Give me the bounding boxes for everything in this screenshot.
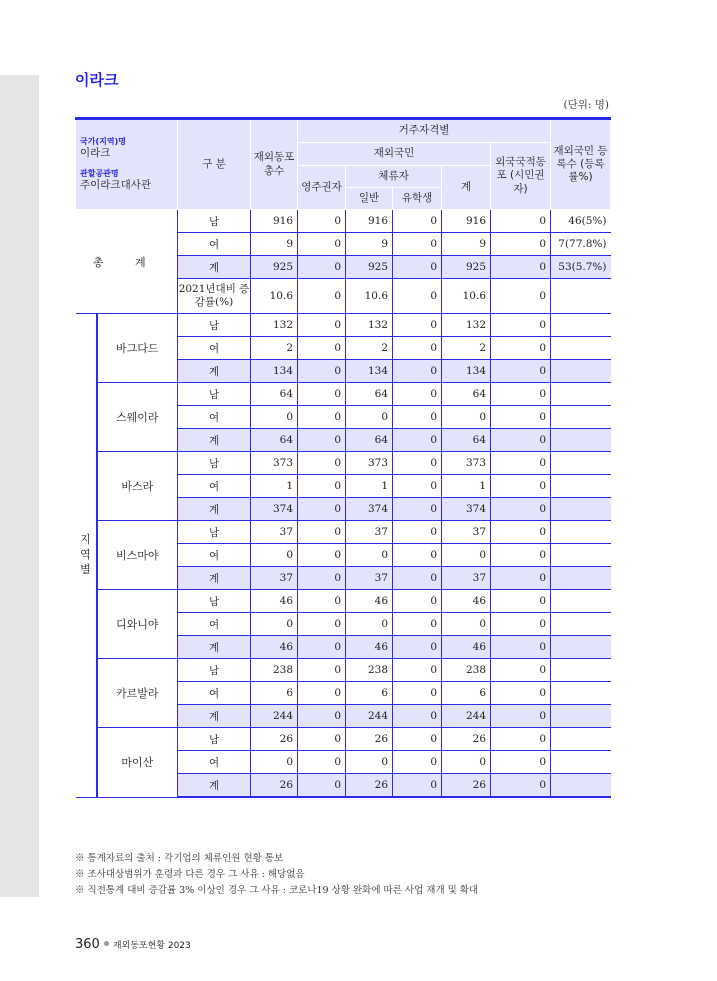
note-source: ※ 통계자료의 출처 : 각기업의 체류인원 현황 통보 bbox=[75, 853, 284, 864]
page-margin-bar bbox=[0, 75, 39, 897]
row-label: 여 bbox=[178, 682, 251, 705]
cell-permanent: 0 bbox=[298, 233, 346, 256]
cell-registered: 46(5%) bbox=[551, 210, 611, 233]
cell-total: 46 bbox=[251, 590, 298, 613]
row-label: 여 bbox=[178, 337, 251, 360]
cell-general: 64 bbox=[346, 429, 393, 452]
cell-foreign: 0 bbox=[491, 406, 551, 429]
cell-total: 2 bbox=[251, 337, 298, 360]
cell-general: 374 bbox=[346, 498, 393, 521]
region-name: 디와니야 bbox=[97, 590, 178, 659]
cell-registered bbox=[551, 774, 611, 798]
row-label: 계 bbox=[178, 705, 251, 728]
cell-subtotal: 916 bbox=[442, 210, 491, 233]
cell-subtotal: 0 bbox=[442, 613, 491, 636]
cell-permanent: 0 bbox=[298, 337, 346, 360]
cell-permanent: 0 bbox=[298, 210, 346, 233]
table-row bbox=[76, 210, 611, 233]
header-sojourners: 체류자 bbox=[346, 166, 442, 188]
header-subtotal: 계 bbox=[442, 166, 491, 210]
cell-subtotal: 925 bbox=[442, 256, 491, 279]
cell-foreign: 0 bbox=[491, 682, 551, 705]
cell-general: 244 bbox=[346, 705, 393, 728]
cell-students: 0 bbox=[393, 383, 442, 406]
cell-foreign: 0 bbox=[491, 705, 551, 728]
page-footer bbox=[75, 937, 191, 952]
cell-total: 134 bbox=[251, 360, 298, 383]
header-total-compatriots: 재외동포 총수 bbox=[251, 119, 298, 210]
cell-total: 238 bbox=[251, 659, 298, 682]
cell-registered bbox=[551, 360, 611, 383]
cell-general: 0 bbox=[346, 406, 393, 429]
cell-subtotal: 238 bbox=[442, 659, 491, 682]
table-row bbox=[76, 383, 611, 406]
cell-general: 2 bbox=[346, 337, 393, 360]
row-label: 남 bbox=[178, 590, 251, 613]
cell-students: 0 bbox=[393, 544, 442, 567]
cell-foreign: 0 bbox=[491, 728, 551, 751]
cell-foreign: 0 bbox=[491, 210, 551, 233]
cell-permanent: 0 bbox=[298, 544, 346, 567]
cell-students: 0 bbox=[393, 279, 442, 314]
cell-foreign: 0 bbox=[491, 613, 551, 636]
cell-general: 373 bbox=[346, 452, 393, 475]
cell-registered bbox=[551, 705, 611, 728]
cell-total: 373 bbox=[251, 452, 298, 475]
regional-label-char: 별 bbox=[80, 562, 91, 576]
table-body bbox=[76, 210, 611, 798]
cell-students: 0 bbox=[393, 210, 442, 233]
cell-general: 238 bbox=[346, 659, 393, 682]
cell-foreign: 0 bbox=[491, 233, 551, 256]
cell-subtotal: 0 bbox=[442, 406, 491, 429]
cell-subtotal: 244 bbox=[442, 705, 491, 728]
cell-permanent: 0 bbox=[298, 279, 346, 314]
cell-permanent: 0 bbox=[298, 636, 346, 659]
cell-foreign: 0 bbox=[491, 498, 551, 521]
cell-total: 925 bbox=[251, 256, 298, 279]
cell-general: 26 bbox=[346, 774, 393, 798]
cell-foreign: 0 bbox=[491, 544, 551, 567]
row-label: 계 bbox=[178, 567, 251, 590]
cell-registered: 53(5.7%) bbox=[551, 256, 611, 279]
cell-registered bbox=[551, 406, 611, 429]
cell-total: 0 bbox=[251, 613, 298, 636]
cell-registered bbox=[551, 314, 611, 337]
cell-registered bbox=[551, 613, 611, 636]
row-label: 계 bbox=[178, 498, 251, 521]
cell-students: 0 bbox=[393, 360, 442, 383]
cell-foreign: 0 bbox=[491, 521, 551, 544]
cell-subtotal: 6 bbox=[442, 682, 491, 705]
cell-foreign: 0 bbox=[491, 452, 551, 475]
region-name: 바그다드 bbox=[97, 314, 178, 383]
page-number: 360 bbox=[75, 937, 100, 952]
cell-subtotal: 64 bbox=[442, 429, 491, 452]
region-name: 마이산 bbox=[97, 728, 178, 798]
cell-registered bbox=[551, 682, 611, 705]
cell-subtotal: 9 bbox=[442, 233, 491, 256]
table-row bbox=[76, 314, 611, 337]
cell-subtotal: 374 bbox=[442, 498, 491, 521]
cell-total: 37 bbox=[251, 521, 298, 544]
cell-permanent: 0 bbox=[298, 360, 346, 383]
header-overseas-nationals: 재외국민 bbox=[298, 143, 491, 166]
header-foreign-nationals: 외국국적동포 (시민권자) bbox=[491, 143, 551, 210]
row-label: 2021년대비 증감률(%) bbox=[178, 279, 251, 314]
cell-registered bbox=[551, 659, 611, 682]
cell-permanent: 0 bbox=[298, 314, 346, 337]
row-label: 계 bbox=[178, 256, 251, 279]
cell-foreign: 0 bbox=[491, 774, 551, 798]
cell-foreign: 0 bbox=[491, 751, 551, 774]
cell-general: 6 bbox=[346, 682, 393, 705]
row-label: 여 bbox=[178, 751, 251, 774]
note-scope: ※ 조사대상범위가 훈령과 다른 경우 그 사유 : 해당없음 bbox=[75, 869, 305, 880]
cell-subtotal: 134 bbox=[442, 360, 491, 383]
cell-registered bbox=[551, 544, 611, 567]
cell-subtotal: 46 bbox=[442, 636, 491, 659]
cell-permanent: 0 bbox=[298, 705, 346, 728]
cell-total: 64 bbox=[251, 383, 298, 406]
cell-permanent: 0 bbox=[298, 498, 346, 521]
cell-students: 0 bbox=[393, 337, 442, 360]
regional-label-char: 지 bbox=[80, 532, 91, 546]
unit-label: (단위: 명) bbox=[563, 99, 609, 111]
row-label: 여 bbox=[178, 475, 251, 498]
cell-subtotal: 2 bbox=[442, 337, 491, 360]
cell-students: 0 bbox=[393, 498, 442, 521]
cell-general: 46 bbox=[346, 636, 393, 659]
cell-registered bbox=[551, 636, 611, 659]
cell-students: 0 bbox=[393, 613, 442, 636]
cell-subtotal: 0 bbox=[442, 544, 491, 567]
region-name: 스웨이라 bbox=[97, 383, 178, 452]
table-row bbox=[76, 452, 611, 475]
row-label: 계 bbox=[178, 636, 251, 659]
cell-foreign: 0 bbox=[491, 475, 551, 498]
cell-students: 0 bbox=[393, 233, 442, 256]
cell-subtotal: 46 bbox=[442, 590, 491, 613]
row-label: 남 bbox=[178, 452, 251, 475]
row-label: 남 bbox=[178, 210, 251, 233]
cell-total: 26 bbox=[251, 728, 298, 751]
cell-total: 0 bbox=[251, 544, 298, 567]
cell-subtotal: 1 bbox=[442, 475, 491, 498]
cell-permanent: 0 bbox=[298, 521, 346, 544]
cell-total: 374 bbox=[251, 498, 298, 521]
cell-total: 6 bbox=[251, 682, 298, 705]
cell-subtotal: 0 bbox=[442, 751, 491, 774]
cell-general: 925 bbox=[346, 256, 393, 279]
cell-permanent: 0 bbox=[298, 751, 346, 774]
table-row bbox=[76, 521, 611, 544]
cell-general: 26 bbox=[346, 728, 393, 751]
cell-permanent: 0 bbox=[298, 429, 346, 452]
statistics-table bbox=[75, 117, 611, 798]
cell-permanent: 0 bbox=[298, 452, 346, 475]
cell-registered bbox=[551, 452, 611, 475]
cell-permanent: 0 bbox=[298, 659, 346, 682]
header-permanent: 영주권자 bbox=[298, 166, 346, 210]
cell-general: 0 bbox=[346, 613, 393, 636]
cell-subtotal: 10.6 bbox=[442, 279, 491, 314]
cell-permanent: 0 bbox=[298, 567, 346, 590]
cell-total: 64 bbox=[251, 429, 298, 452]
cell-registered bbox=[551, 751, 611, 774]
cell-foreign: 0 bbox=[491, 590, 551, 613]
cell-total: 1 bbox=[251, 475, 298, 498]
row-label: 남 bbox=[178, 383, 251, 406]
cell-students: 0 bbox=[393, 452, 442, 475]
cell-students: 0 bbox=[393, 475, 442, 498]
cell-students: 0 bbox=[393, 406, 442, 429]
bullet-icon bbox=[104, 941, 109, 946]
cell-students: 0 bbox=[393, 659, 442, 682]
cell-registered bbox=[551, 567, 611, 590]
cell-registered bbox=[551, 521, 611, 544]
table-header bbox=[76, 119, 611, 210]
cell-subtotal: 373 bbox=[442, 452, 491, 475]
cell-foreign: 0 bbox=[491, 314, 551, 337]
cell-registered bbox=[551, 728, 611, 751]
header-registered: 재외국민 등록수 (등록률%) bbox=[551, 119, 611, 210]
cell-subtotal: 37 bbox=[442, 521, 491, 544]
cell-students: 0 bbox=[393, 682, 442, 705]
cell-subtotal: 26 bbox=[442, 774, 491, 798]
row-label: 여 bbox=[178, 613, 251, 636]
cell-registered bbox=[551, 279, 611, 314]
regional-label bbox=[76, 314, 97, 798]
cell-subtotal: 64 bbox=[442, 383, 491, 406]
cell-general: 0 bbox=[346, 751, 393, 774]
cell-general: 37 bbox=[346, 521, 393, 544]
table-row bbox=[76, 659, 611, 682]
cell-students: 0 bbox=[393, 590, 442, 613]
cell-total: 37 bbox=[251, 567, 298, 590]
row-label: 계 bbox=[178, 429, 251, 452]
cell-general: 46 bbox=[346, 590, 393, 613]
cell-subtotal: 26 bbox=[442, 728, 491, 751]
row-label: 여 bbox=[178, 544, 251, 567]
cell-permanent: 0 bbox=[298, 475, 346, 498]
mission-label: 관할공관명 bbox=[80, 169, 119, 178]
cell-students: 0 bbox=[393, 521, 442, 544]
cell-total: 10.6 bbox=[251, 279, 298, 314]
page-title: 이라크 bbox=[75, 71, 119, 89]
cell-students: 0 bbox=[393, 567, 442, 590]
mission-value: 주이라크대사관 bbox=[80, 179, 152, 191]
cell-foreign: 0 bbox=[491, 256, 551, 279]
cell-general: 134 bbox=[346, 360, 393, 383]
cell-permanent: 0 bbox=[298, 406, 346, 429]
country-value: 이라크 bbox=[80, 146, 111, 159]
cell-general: 132 bbox=[346, 314, 393, 337]
cell-permanent: 0 bbox=[298, 590, 346, 613]
cell-students: 0 bbox=[393, 314, 442, 337]
cell-subtotal: 132 bbox=[442, 314, 491, 337]
row-label: 남 bbox=[178, 314, 251, 337]
row-label: 계 bbox=[178, 360, 251, 383]
row-label: 남 bbox=[178, 659, 251, 682]
table-row bbox=[76, 728, 611, 751]
cell-registered bbox=[551, 337, 611, 360]
cell-permanent: 0 bbox=[298, 613, 346, 636]
cell-total: 9 bbox=[251, 233, 298, 256]
cell-total: 916 bbox=[251, 210, 298, 233]
note-change: ※ 직전통계 대비 증감률 3% 이상인 경우 그 사유 : 코로나19 상황 완화에 따른 사업 재개 및 확대 bbox=[75, 885, 479, 896]
region-name: 바스라 bbox=[97, 452, 178, 521]
cell-students: 0 bbox=[393, 728, 442, 751]
cell-total: 0 bbox=[251, 406, 298, 429]
publication-name: 재외동포현황 2023 bbox=[112, 941, 191, 951]
region-name: 카르발라 bbox=[97, 659, 178, 728]
row-label: 여 bbox=[178, 233, 251, 256]
cell-subtotal: 37 bbox=[442, 567, 491, 590]
cell-general: 10.6 bbox=[346, 279, 393, 314]
header-general: 일반 bbox=[346, 188, 393, 210]
cell-students: 0 bbox=[393, 751, 442, 774]
cell-foreign: 0 bbox=[491, 337, 551, 360]
cell-students: 0 bbox=[393, 705, 442, 728]
row-label: 여 bbox=[178, 406, 251, 429]
cell-general: 9 bbox=[346, 233, 393, 256]
cell-registered: 7(77.8%) bbox=[551, 233, 611, 256]
cell-total: 26 bbox=[251, 774, 298, 798]
cell-registered bbox=[551, 498, 611, 521]
cell-permanent: 0 bbox=[298, 774, 346, 798]
country-info-cell bbox=[76, 119, 178, 210]
cell-registered bbox=[551, 590, 611, 613]
row-label: 남 bbox=[178, 728, 251, 751]
cell-permanent: 0 bbox=[298, 383, 346, 406]
row-label: 남 bbox=[178, 521, 251, 544]
cell-general: 916 bbox=[346, 210, 393, 233]
cell-foreign: 0 bbox=[491, 659, 551, 682]
cell-registered bbox=[551, 475, 611, 498]
total-label: 총 계 bbox=[76, 210, 178, 314]
cell-general: 0 bbox=[346, 544, 393, 567]
cell-foreign: 0 bbox=[491, 383, 551, 406]
country-label: 국가(지역)명 bbox=[80, 136, 126, 146]
cell-foreign: 0 bbox=[491, 360, 551, 383]
cell-permanent: 0 bbox=[298, 728, 346, 751]
cell-permanent: 0 bbox=[298, 256, 346, 279]
cell-total: 46 bbox=[251, 636, 298, 659]
cell-general: 37 bbox=[346, 567, 393, 590]
header-residence-status: 거주자격별 bbox=[298, 119, 551, 143]
header-students: 유학생 bbox=[393, 188, 442, 210]
regional-label-char: 역 bbox=[80, 547, 91, 561]
row-label: 계 bbox=[178, 774, 251, 798]
notes bbox=[75, 851, 478, 899]
cell-total: 244 bbox=[251, 705, 298, 728]
cell-students: 0 bbox=[393, 774, 442, 798]
cell-registered bbox=[551, 383, 611, 406]
cell-foreign: 0 bbox=[491, 567, 551, 590]
cell-students: 0 bbox=[393, 256, 442, 279]
cell-registered bbox=[551, 429, 611, 452]
cell-general: 64 bbox=[346, 383, 393, 406]
header-category: 구 분 bbox=[178, 119, 251, 210]
cell-permanent: 0 bbox=[298, 682, 346, 705]
region-name: 비스마야 bbox=[97, 521, 178, 590]
cell-students: 0 bbox=[393, 429, 442, 452]
table-row bbox=[76, 590, 611, 613]
cell-general: 1 bbox=[346, 475, 393, 498]
cell-foreign: 0 bbox=[491, 636, 551, 659]
cell-foreign: 0 bbox=[491, 429, 551, 452]
cell-foreign: 0 bbox=[491, 279, 551, 314]
cell-total: 132 bbox=[251, 314, 298, 337]
cell-total: 0 bbox=[251, 751, 298, 774]
cell-students: 0 bbox=[393, 636, 442, 659]
